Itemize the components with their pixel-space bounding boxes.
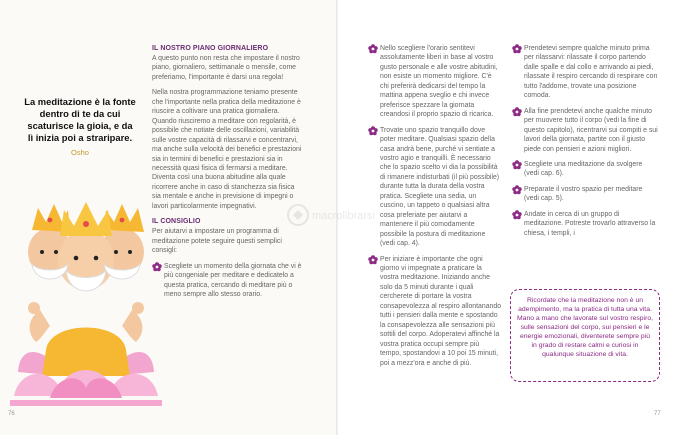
quote-text: La meditazione è la fonte dentro di te da cui scaturisce la gioia, e da lì inizia poi a straripare. xyxy=(24,96,136,143)
tip-text: Per iniziare è importante che ogni giorno vi impegnate a praticare la vostra meditazione. Iniziando anche solo da 5 minuti durante i quali cercherete di portare la vostra consapevolezza al respiro allontanando tutti i pensieri dalla mente e spostando la consapevolezza alle sensazioni più sottili del corpo. Adoperatevi affinché la vostra pratica occupi sempre più tempo, spostandovi a 10 poi 15 minuti, poi a mezz'ora e anche di più. xyxy=(380,255,502,367)
tip-text: Prendetevi sempre qualche minuto prima per rilassarvi: rilassate il corpo partendo dalle spalle e dal collo e arrivando ai piedi, rilassate il respiro cercando di respirare con tutto l'addome, trovate una posizione comoda. xyxy=(524,45,658,100)
tip-text: Scegliete una meditazione da svolgere (vedi cap. 6). xyxy=(524,160,643,178)
watermark-logo xyxy=(286,202,396,228)
paragraph: Per aiutarvi a impostare un programma di meditazione potete seguire questi semplici consigli: xyxy=(152,228,282,255)
tip-item xyxy=(368,126,502,249)
tip-text: Scegliete un momento della giornata che vi è più congeniale per meditare e dedicatelo a questa pratica, cercando di meditare più o meno sempre allo stesso orario. xyxy=(164,262,302,298)
flower-bullet-icon xyxy=(512,210,522,220)
tip-item xyxy=(368,44,502,120)
paragraph: Nella nostra programmazione teniamo presente che l'importante nella pratica della meditazione è riuscire a coltivare una pratica giornaliera. Quando riusciremo a meditare con regolarità, è possibile che notiate delle oscillazioni, variabilità sulle vostre capacità di rilassarvi e concentrarvi, ma anche sulla velocità dei benefici e prestazioni sia in termini di benefici e prestazioni sia in necessità quasi fisica di fermarsi a meditare. Diventa così una buona abitudine alla quale ricorrere anche in caso di stanchezza sia fisica sia mentale e anche in previsione di impegni o lavori particolarmente impegnativi. xyxy=(152,89,302,210)
tip-text: Nello scegliere l'orario sentitevi assolutamente liberi in base al vostro gusto personale e alle vostre abitudini, non esiste un momento migliore. C'è chi preferirà dedicarsi del tempo la mattina appena sveglio e chi invece preferisce spezzare la giornata creandosi il proprio spazio di ricarica. xyxy=(380,45,498,119)
crown xyxy=(60,202,112,236)
tip-item xyxy=(512,210,658,238)
flower-bullet-icon xyxy=(152,262,162,272)
tip-item xyxy=(512,185,658,204)
flower-bullet-icon xyxy=(512,107,522,117)
tip-item xyxy=(512,44,658,101)
flower-bullet-icon xyxy=(512,160,522,170)
page-number-left: 76 xyxy=(8,411,15,417)
flower-bullet-icon xyxy=(512,185,522,195)
column-3 xyxy=(512,44,658,244)
flower-bullet-icon xyxy=(368,44,378,54)
highlight-note-text: Ricordate che la meditazione non è un adempimento, ma la pratica di tutta una vita. Mano a mano che lavorate sul vostro respiro, sulle sensazioni del corpo, sui pensieri e le energie emozionali, diventerete sempre più in grado di restare calmi e curiosi in qualunque situazione di vita. xyxy=(517,297,654,358)
brahma-illustration xyxy=(10,200,162,406)
tip-text: Preparate il vostro spazio per meditare (vedi cap. 5). xyxy=(524,185,643,203)
quote-box xyxy=(24,96,136,157)
quote-author: Osho xyxy=(71,148,89,157)
flower-bullet-icon xyxy=(368,255,378,265)
tip-item xyxy=(152,262,302,300)
section-heading: IL NOSTRO PIANO GIORNALIERO xyxy=(152,45,269,52)
tip-text: Alla fine prendetevi anche qualche minuto per muovere tutto il corpo (vedi la fine di questo capitolo), ricentrarvi sui compiti e sui lavori della giornata, partite con il giusto piede con pensieri e azioni migliori. xyxy=(524,107,658,153)
tip-item xyxy=(512,160,658,179)
watermark-text: macrolibrarsi xyxy=(312,210,375,222)
tip-text: Andate in cerca di un gruppo di meditazione. Potreste trovarlo attraverso la chiesa, i templi, i xyxy=(524,210,656,237)
page-number-right: 77 xyxy=(654,411,661,417)
tip-item xyxy=(368,255,502,368)
highlight-note-box xyxy=(510,289,660,382)
flower-bullet-icon xyxy=(512,44,522,54)
flower-bullet-icon xyxy=(368,126,378,136)
tip-text: Trovate uno spazio tranquillo dove poter meditare. Qualsiasi spazio della casa andrà bene, purché vi sentiate a vostro agio e tranquilli. È necessario che lo spazio scelto vi dia la possibilità di rimanere indisturbati (il più possibile) durante tutta la durata della vostra pratica. Scegliete una sedia, un cuscino, un tappeto o qualsiasi altra cosa preferiate per aiutarvi a mantenere il più comodamente possibile la postura di meditazione (vedi cap. 4). xyxy=(380,126,500,248)
section-heading: IL CONSIGLIO xyxy=(152,218,201,226)
column-1 xyxy=(152,44,302,299)
paragraph: A questo punto non resta che impostare il nostro piano, giornaliero, settimanale o mensile, come preferiamo, l'importante è darsi una regola! xyxy=(152,55,300,81)
tip-item xyxy=(512,107,658,154)
body-robe xyxy=(42,328,130,377)
